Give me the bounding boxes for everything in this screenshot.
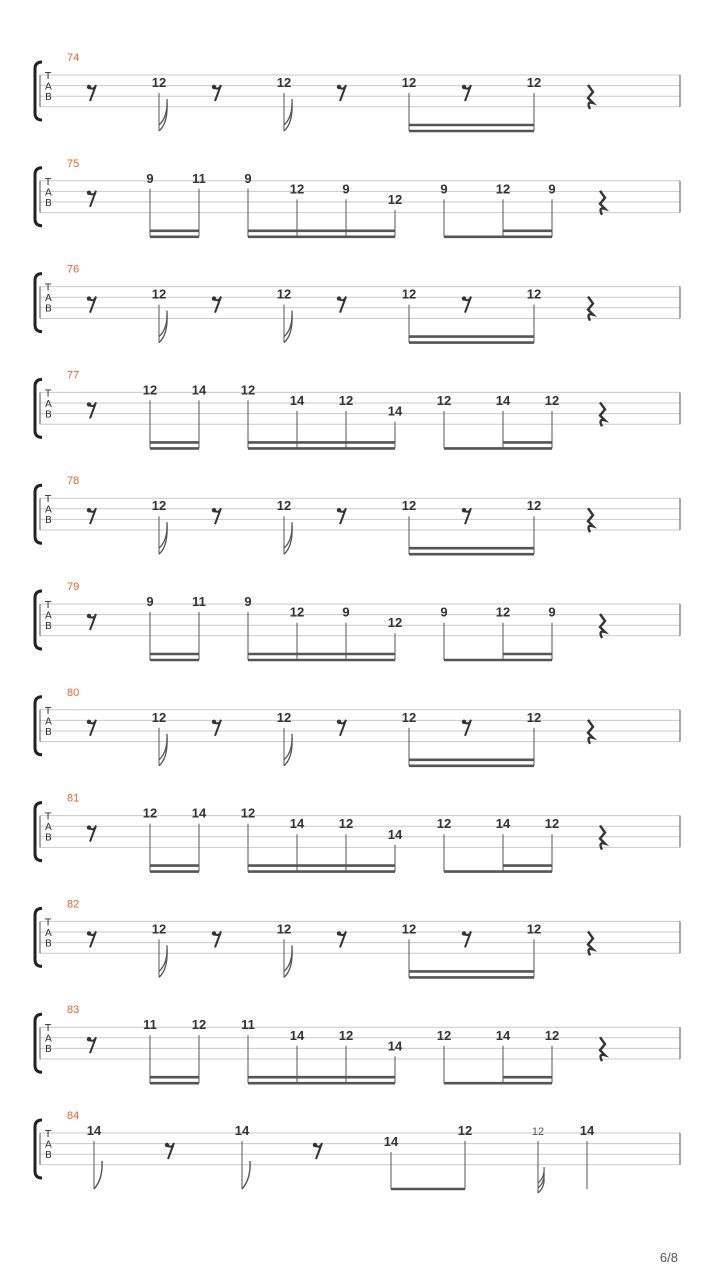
tab-clef-letter: B: [45, 409, 52, 421]
tab-clef-letter: T: [45, 494, 52, 506]
staff-system: [35, 898, 680, 977]
tab-clef-letter: A: [45, 398, 52, 410]
eighth-rest-dot: [462, 508, 466, 512]
fret-number: 12: [191, 1017, 207, 1033]
tab-clef-letter: A: [45, 822, 52, 834]
measure-number: 74: [67, 52, 80, 64]
eighth-rest-dot: [165, 1143, 169, 1147]
eighth-rest-dot: [337, 296, 341, 300]
eighth-rest-dot: [87, 931, 91, 935]
eighth-rest-dot: [462, 931, 466, 935]
fret-number: 12: [544, 393, 560, 408]
tab-clef-letter: A: [45, 504, 52, 516]
system-bracket: [35, 62, 42, 120]
fret-number: 14: [289, 816, 305, 832]
fret-number: 12: [495, 181, 511, 197]
fret-number: 14: [191, 805, 207, 821]
measure-number: 76: [67, 263, 80, 276]
fret-number: 12: [436, 816, 452, 832]
note-flag: [284, 311, 292, 337]
fret-number: 12: [276, 921, 292, 937]
staff-system: [35, 264, 680, 343]
note-flag: [284, 734, 292, 760]
fret-number: 12: [401, 921, 417, 937]
measure-number: 75: [67, 157, 80, 170]
fret-number: 14: [387, 1038, 403, 1054]
eighth-rest-dot: [212, 931, 216, 935]
quarter-rest: [588, 85, 593, 109]
measure-number: 82: [67, 898, 80, 911]
tab-clef-letter: A: [45, 716, 52, 728]
fret-number: 12: [457, 1123, 473, 1138]
note-flag: [284, 99, 292, 125]
system-bracket: [35, 908, 42, 966]
fret-number: 9: [440, 604, 448, 620]
staff-system: [35, 475, 680, 554]
fret-number: 12: [240, 805, 256, 821]
fret-number: 9: [548, 181, 556, 197]
eighth-rest-dot: [87, 402, 91, 406]
tab-clef-letter: B: [45, 515, 52, 527]
eighth-rest-dot: [337, 931, 341, 935]
fret-number: 14: [387, 826, 403, 842]
fret-number: 12: [276, 286, 292, 302]
quarter-rest: [588, 720, 593, 744]
tab-clef-letter: B: [45, 938, 52, 950]
system-bracket: [35, 485, 42, 543]
fret-number: 14: [495, 393, 511, 408]
system-bracket: [35, 168, 42, 226]
system-bracket: [35, 591, 42, 649]
fret-number: 12: [436, 1027, 452, 1043]
eighth-rest-dot: [87, 508, 91, 512]
fret-number: 12: [401, 498, 417, 514]
tab-clef-letter: T: [45, 600, 52, 611]
tab-clef-letter: T: [45, 176, 52, 188]
staff-system: [35, 158, 680, 237]
tab-clef-letter: A: [45, 1139, 52, 1151]
eighth-rest-dot: [87, 296, 91, 300]
fret-number: 14: [86, 1123, 102, 1138]
system-bracket: [35, 1120, 42, 1178]
eighth-rest-dot: [462, 720, 466, 724]
measure-number: 79: [67, 581, 80, 593]
tab-clef-letter: B: [45, 92, 52, 103]
fret-number: 12: [401, 709, 417, 725]
system-bracket: [35, 803, 42, 861]
fret-number: 14: [495, 816, 511, 832]
staff-system: [35, 793, 680, 872]
tab-clef-letter: A: [45, 293, 52, 305]
fret-number: 12: [526, 75, 542, 90]
fret-number: 9: [548, 604, 556, 620]
fret-number: 9: [146, 594, 154, 609]
fret-number: 12: [151, 921, 167, 937]
eighth-rest-dot: [313, 1143, 317, 1147]
fret-number: 12: [240, 382, 256, 398]
fret-number: 12: [338, 1027, 354, 1043]
tab-clef-letter: B: [45, 1150, 52, 1161]
system-bracket: [35, 379, 42, 437]
fret-number: 11: [192, 594, 206, 609]
quarter-rest: [600, 826, 605, 850]
eighth-rest-dot: [462, 85, 466, 89]
fret-number: 12: [151, 75, 167, 90]
fret-number: 12: [276, 498, 292, 514]
staff-system: [35, 581, 680, 660]
note-flag: [159, 311, 167, 337]
eighth-rest-dot: [212, 85, 216, 89]
fret-number: 14: [289, 393, 305, 408]
fret-number: 12: [142, 805, 158, 821]
quarter-rest: [600, 402, 605, 426]
eighth-rest-dot: [212, 508, 216, 512]
fret-number: 14: [383, 1134, 399, 1149]
fret-number: 14: [387, 403, 403, 419]
fret-number: 12: [151, 286, 167, 302]
tab-clef-letter: A: [45, 610, 52, 622]
fret-number: 14: [289, 1027, 305, 1043]
fret-number: 12: [436, 393, 452, 408]
measure-number: 77: [67, 369, 80, 382]
eighth-rest-dot: [337, 720, 341, 724]
fret-number: 9: [244, 170, 252, 186]
tab-clef-letter: B: [45, 197, 52, 209]
note-flag: [284, 945, 292, 971]
fret-number: 14: [495, 1027, 511, 1043]
eighth-rest-dot: [87, 720, 91, 724]
note-flag: [284, 522, 292, 548]
eighth-rest-dot: [87, 614, 91, 618]
staff-system: [35, 1110, 680, 1193]
tab-clef-letter: T: [45, 705, 52, 717]
fret-number: 12: [544, 1027, 560, 1043]
measure-number: 83: [67, 1004, 80, 1017]
fret-number: 12: [526, 921, 542, 937]
tab-clef-letter: B: [45, 1044, 52, 1056]
fret-number: 9: [146, 170, 154, 186]
page-number: 6/8: [659, 1250, 678, 1265]
tab-clef-letter: A: [45, 187, 52, 199]
tab-clef-letter: T: [45, 1023, 52, 1035]
fret-number: 12: [289, 181, 305, 197]
eighth-rest-dot: [462, 296, 466, 300]
fret-number: 12: [526, 709, 542, 725]
measure-number: 81: [67, 792, 80, 805]
fret-number: 12: [338, 393, 354, 408]
tab-clef-letter: T: [45, 917, 52, 929]
system-bracket: [35, 274, 42, 332]
measure-number: 80: [67, 686, 80, 699]
staff-system: [35, 687, 680, 766]
eighth-rest-dot: [212, 296, 216, 300]
fret-number: 11: [192, 170, 206, 186]
eighth-rest-dot: [87, 825, 91, 829]
eighth-rest-dot: [87, 85, 91, 89]
fret-number: 12: [289, 604, 305, 620]
tab-clef-letter: B: [45, 726, 52, 738]
eighth-rest-dot: [87, 191, 91, 195]
tab-clef-letter: T: [45, 71, 52, 82]
tab-clef-letter: A: [45, 1033, 52, 1045]
eighth-rest-dot: [337, 508, 341, 512]
tab-clef-letter: A: [45, 81, 52, 93]
tab-clef-letter: B: [45, 303, 52, 315]
fret-number: 12: [338, 816, 354, 832]
fret-number: 9: [440, 181, 448, 197]
fret-number: 12: [387, 192, 403, 207]
quarter-rest: [588, 931, 593, 955]
fret-number: 12: [151, 709, 167, 725]
fret-number: 12: [401, 286, 417, 302]
tab-clef-letter: B: [45, 621, 52, 632]
quarter-rest: [600, 1037, 605, 1061]
measure-number: 84: [67, 1110, 80, 1122]
fret-number: 11: [241, 1017, 255, 1033]
note-flag: [159, 734, 167, 760]
measure-number: 78: [67, 475, 80, 488]
fret-number: 14: [234, 1123, 250, 1138]
fret-number: 12: [276, 75, 292, 90]
tab-clef-letter: T: [45, 811, 52, 823]
fret-number: 14: [191, 382, 207, 398]
tab-clef-letter: T: [45, 388, 52, 400]
tab-clef-letter: A: [45, 927, 52, 939]
tab-clef-letter: B: [45, 832, 52, 844]
staff-system: [35, 369, 680, 448]
fret-number: 12: [387, 615, 403, 631]
fret-number: 12: [526, 286, 542, 302]
fret-number: 9: [342, 181, 350, 197]
fret-number: 14: [579, 1123, 595, 1138]
eighth-rest-dot: [337, 85, 341, 89]
fret-number: 9: [244, 594, 252, 609]
tab-clef-letter: T: [45, 1129, 52, 1140]
quarter-rest: [588, 297, 593, 321]
fret-number: 12: [401, 75, 417, 90]
fret-number: 12: [544, 816, 560, 832]
quarter-rest: [600, 191, 605, 215]
fret-number: 12: [276, 709, 292, 725]
fret-number: 12: [495, 604, 511, 620]
fret-number: 12: [526, 498, 542, 514]
system-bracket: [35, 1014, 42, 1072]
tab-clef-letter: T: [45, 282, 52, 294]
note-flag: [159, 522, 167, 548]
quarter-rest: [588, 508, 593, 532]
note-flag: [159, 945, 167, 971]
system-bracket: [35, 697, 42, 755]
fret-number: 12: [151, 498, 167, 514]
fret-number: 11: [143, 1017, 157, 1033]
staff-system: [35, 52, 680, 131]
quarter-rest: [600, 614, 605, 638]
fret-number: 12: [142, 382, 158, 398]
note-flag: [159, 99, 167, 125]
eighth-rest-dot: [212, 720, 216, 724]
fret-number: 9: [342, 604, 350, 620]
staff-system: [35, 1004, 680, 1083]
fret-number: 12: [531, 1126, 545, 1138]
eighth-rest-dot: [87, 1037, 91, 1041]
